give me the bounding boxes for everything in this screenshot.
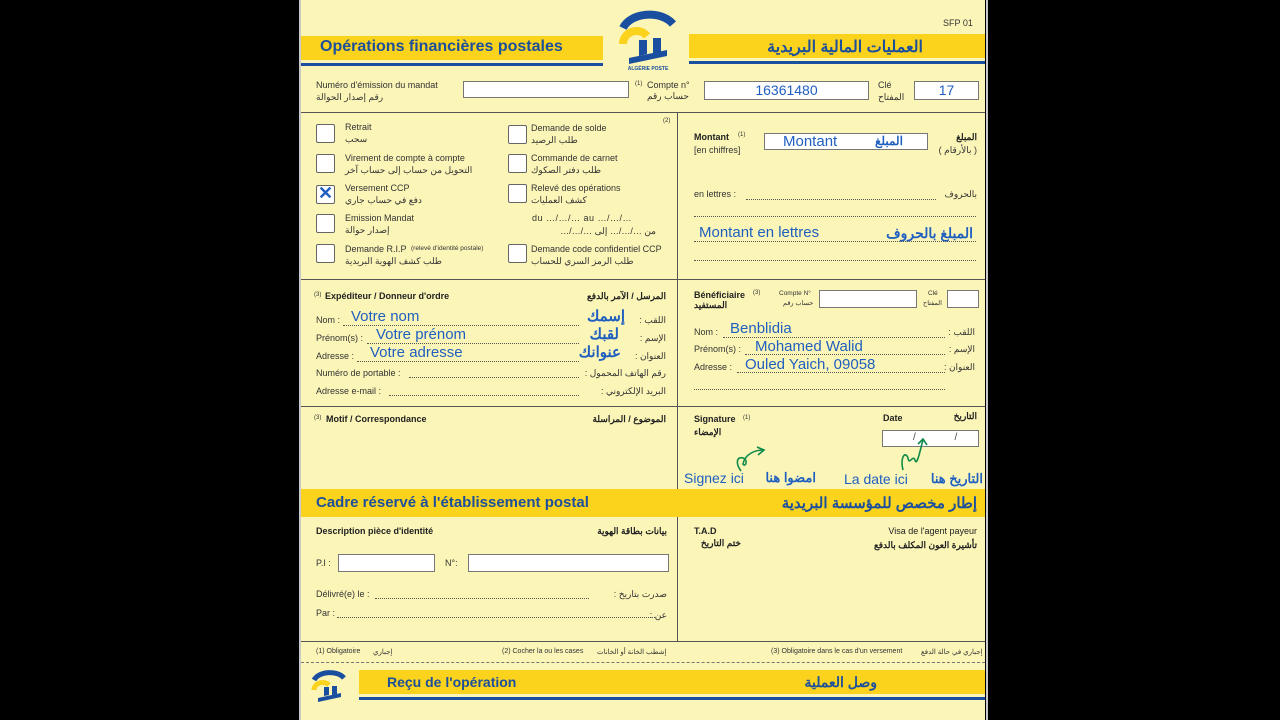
num-emission-field[interactable] (463, 81, 629, 98)
montant-lettres-value-fr: Montant en lettres (699, 224, 820, 241)
montant-lettres-label-ar: بالحروف (944, 189, 977, 199)
cadre-title-ar: إطار مخصص للمؤسسة البريدية (781, 495, 977, 512)
pi-label: P.I : (316, 558, 331, 568)
compte-value: 16361480 (755, 82, 818, 98)
header-line-right (689, 61, 985, 64)
expediteur-title-fr: Expéditeur / Donneur d'ordre (325, 291, 450, 301)
option-label-ar: دفع في حساب جاري (345, 195, 422, 205)
cadre-title-fr: Cadre réservé à l'établissement postal (316, 494, 589, 511)
compte-field[interactable] (704, 81, 869, 100)
exp-prenom-label-ar: الإسم : (639, 333, 666, 343)
option-label-ar: طلب الرصيد (531, 135, 578, 145)
montant-lettres-line (694, 216, 976, 217)
benef-adresse-label-fr: Adresse : (694, 362, 733, 372)
header-line-left (301, 63, 603, 66)
hint-signez-ici-ar: امضوا هنا (765, 470, 816, 485)
benef-title-ar: المستفيد (694, 300, 728, 310)
motif-title-fr: Motif / Correspondance (326, 414, 427, 424)
option-label-fr: Emission Mandat (345, 213, 415, 223)
benef-prenom-label-ar: الإسم : (948, 344, 975, 354)
option-label-ar: إصدار حوالة (345, 225, 390, 235)
motif-title-ar: الموضوع / المراسلة (592, 414, 666, 424)
exp-prenom-value-ar: لقبك (589, 326, 619, 343)
motif-mark: (3) (314, 415, 322, 421)
benef-compte-field[interactable] (819, 290, 917, 308)
num-emission-label-fr: Numéro d'émission du mandat (316, 80, 438, 90)
benef-adresse-value[interactable]: Ouled Yaich, 09058 (745, 356, 876, 373)
checkbox-code-confidentiel[interactable] (508, 244, 527, 263)
benef-compte-label-fr: Compte N° (779, 290, 811, 297)
divider (301, 279, 985, 280)
benef-prenom-label-fr: Prénom(s) : (694, 344, 742, 354)
checkbox-releve-operations[interactable] (508, 184, 527, 203)
cle-value: 17 (938, 82, 955, 98)
exp-adresse-value[interactable]: Votre adresse (370, 344, 463, 361)
footnote-3-ar: إجباري في حالة الدفع (921, 649, 983, 656)
option-label-ar: طلب كشف الهوية البريدية (345, 256, 442, 266)
option-label-fr: Versement CCP (345, 183, 410, 193)
checkbox-emission-mandat[interactable] (316, 214, 335, 233)
checkbox-versement-ccp[interactable] (316, 185, 335, 204)
piece-identite-label-fr: Description pièce d'identité (316, 526, 434, 536)
option-label-fr: Retrait (345, 122, 372, 132)
checkbox-commande-carnet[interactable] (508, 154, 527, 173)
benef-compte-label-ar: حساب رقم (783, 300, 814, 307)
no-field[interactable] (468, 554, 669, 572)
recu-title-ar: وصل العملية (804, 674, 877, 690)
expediteur-title-ar: المرسل / الآمر بالدفع (587, 291, 666, 301)
exp-adresse-line (357, 361, 579, 362)
montant-label-fr: Montant (694, 132, 729, 142)
montant-mark: (1) (738, 132, 746, 138)
footnote-2-fr: (2) Cocher la ou les cases (502, 648, 584, 655)
checkbox-demande-solde[interactable] (508, 125, 527, 144)
benef-adresse-label-ar: العنوان : (943, 362, 975, 372)
date-label-fr: Date (883, 413, 903, 423)
exp-email-line[interactable] (389, 395, 579, 396)
par-line[interactable] (337, 617, 655, 618)
signature-label-fr: Signature (694, 414, 736, 424)
form-code: SFP 01 (943, 18, 973, 28)
date-label-ar: التاريخ (953, 411, 977, 421)
option-label-fr: Relevé des opérations (531, 183, 621, 193)
postal-form (301, 0, 985, 720)
hint-date-ici-ar: التاريخ هنا (930, 471, 983, 486)
option-label-fr: Virement de compte à compte (345, 153, 465, 163)
option-label-fr: Demande de solde (531, 123, 607, 133)
no-label: N°: (445, 558, 458, 568)
footnote-3-fr: (3) Obligatoire dans le cas d'un versement (771, 648, 903, 655)
benef-prenom-value[interactable]: Mohamed Walid (755, 338, 863, 355)
montant-value-ar: المبلغ (875, 134, 903, 148)
delivre-line[interactable] (375, 598, 589, 599)
option-label-ar: التحويل من حساب إلى حساب آخر (345, 165, 473, 175)
visa-label-fr: Visa de l'agent payeur (888, 526, 977, 536)
arrow-date-icon (899, 436, 931, 472)
compte-mark: (1) (635, 81, 643, 87)
benef-adresse-line (694, 389, 945, 390)
pi-field[interactable] (338, 554, 435, 572)
tad-label-fr: T.A.D (694, 526, 717, 536)
hint-signez-ici: Signez ici (684, 470, 744, 486)
montant-lettres-value-ar: المبلغ بالحروف (886, 225, 973, 241)
option-label-ar: سحب (345, 134, 368, 144)
cle-field[interactable] (914, 81, 979, 100)
divider-vertical (677, 112, 678, 489)
montant-lettres-line (746, 199, 936, 200)
cle-label-fr: Clé (878, 80, 892, 90)
releve-date-range-fr: du …/…/… au …/…/… (532, 213, 633, 223)
visa-label-ar: تأشيرة العون المكلف بالدفع (873, 540, 977, 550)
option-label-fr: Commande de carnet (531, 153, 618, 163)
exp-prenom-label-fr: Prénom(s) : (316, 333, 364, 343)
tad-label-ar: ختم التاريخ (700, 538, 741, 548)
date-placeholder: / / (913, 432, 976, 443)
cle-label-ar: المفتاح (878, 92, 905, 102)
recu-title-fr: Reçu de l'opération (387, 674, 517, 690)
benef-cle-label-ar: المفتاح (923, 300, 942, 307)
title-ar: العمليات المالية البريدية (767, 39, 923, 56)
footnote-1-ar: إجباري (373, 649, 393, 656)
divider (301, 641, 985, 642)
benef-nom-label-ar: اللقب : (948, 327, 975, 337)
montant-label-fr-sub: [en chiffres] (694, 145, 741, 155)
exp-portable-line[interactable] (409, 377, 579, 378)
exp-portable-label-fr: Numéro de portable : (316, 368, 401, 378)
delivre-label-ar: صدرت بتاريخ : (613, 589, 667, 599)
releve-date-range-ar: من …/…/… إلى …/…/… (560, 226, 656, 236)
option-label-ar: كشف العمليات (531, 195, 587, 205)
expediteur-mark: (3) (314, 292, 322, 298)
exp-nom-label-ar: اللقب : (639, 315, 666, 325)
montant-label-ar: المبلغ (956, 132, 977, 142)
options-note: (2) (663, 118, 671, 124)
exp-adresse-label-ar: العنوان : (634, 351, 666, 361)
benef-nom-value[interactable]: Benblidia (730, 320, 792, 337)
option-label-fr: Demande R.I.P (345, 244, 407, 254)
exp-nom-value-ar: إسمك (586, 308, 625, 325)
signature-mark: (1) (743, 415, 751, 421)
exp-portable-label-ar: رقم الهاتف المحمول : (584, 368, 666, 378)
checkbox-demande-rip[interactable] (316, 244, 335, 263)
title-fr: Opérations financières postales (320, 38, 563, 55)
montant-label-ar-sub: ( بالأرقام ) (938, 145, 977, 155)
recu-line (359, 697, 985, 700)
delivre-label-fr: Délivré(e) le : (316, 589, 370, 599)
exp-prenom-value[interactable]: Votre prénom (376, 326, 467, 343)
checkbox-virement[interactable] (316, 154, 335, 173)
montant-field[interactable] (764, 133, 928, 150)
option-label-fr: Demande code confidentiel CCP (531, 244, 662, 254)
footnote-2-ar: إشطب الخانة أو الخانات (597, 649, 667, 656)
cut-line (301, 662, 985, 663)
piece-identite-label-ar: بيانات بطاقة الهوية (597, 526, 667, 536)
montant-lettres-line (694, 260, 976, 261)
par-label-fr: Par : (316, 608, 336, 618)
exp-email-label-ar: البريد الإلكتروني : (600, 386, 666, 396)
algerie-poste-logo: ALGÉRIE POSTE (617, 10, 679, 72)
benef-nom-label-fr: Nom : (694, 327, 719, 337)
hint-date-ici: La date ici (844, 471, 908, 487)
exp-adresse-label-fr: Adresse : (316, 351, 355, 361)
montant-lettres-label-fr: en lettres : (694, 189, 737, 199)
signature-label-ar: الإمضاء (694, 427, 722, 437)
option-label-ar: طلب الرمز السري للحساب (531, 256, 634, 266)
checkbox-retrait[interactable] (316, 124, 335, 143)
exp-email-label-fr: Adresse e-mail : (316, 386, 382, 396)
benef-mark: (3) (753, 290, 761, 296)
option-label-ar: طلب دفتر الصكوك (531, 165, 602, 175)
par-label-ar: عن : (649, 610, 667, 620)
page-edge-right (986, 0, 988, 720)
divider-vertical (677, 517, 678, 641)
compte-label-ar: حساب رقم (647, 91, 689, 101)
compte-label-fr: Compte n° (647, 80, 690, 90)
divider (301, 406, 985, 407)
benef-title-fr: Bénéficiaire (694, 290, 746, 300)
motif-text-area[interactable] (311, 430, 671, 485)
algerie-poste-logo-small (311, 670, 347, 706)
exp-nom-value[interactable]: Votre nom (351, 308, 420, 325)
divider (301, 112, 985, 113)
num-emission-label-ar: رقم إصدار الحوالة (316, 92, 384, 102)
montant-value-fr: Montant (783, 133, 838, 150)
footnote-1-fr: (1) Obligatoire (316, 648, 361, 655)
checkmark-x-icon: ✕ (317, 183, 334, 203)
montant-lettres-line (694, 241, 976, 242)
option-label-fr-small: (relevé d'identité postale) (411, 245, 484, 252)
benef-cle-field[interactable] (947, 290, 979, 308)
exp-adresse-value-ar: عنوانك (578, 344, 621, 361)
exp-nom-label-fr: Nom : (316, 315, 341, 325)
benef-cle-label-fr: Clé (928, 290, 938, 297)
